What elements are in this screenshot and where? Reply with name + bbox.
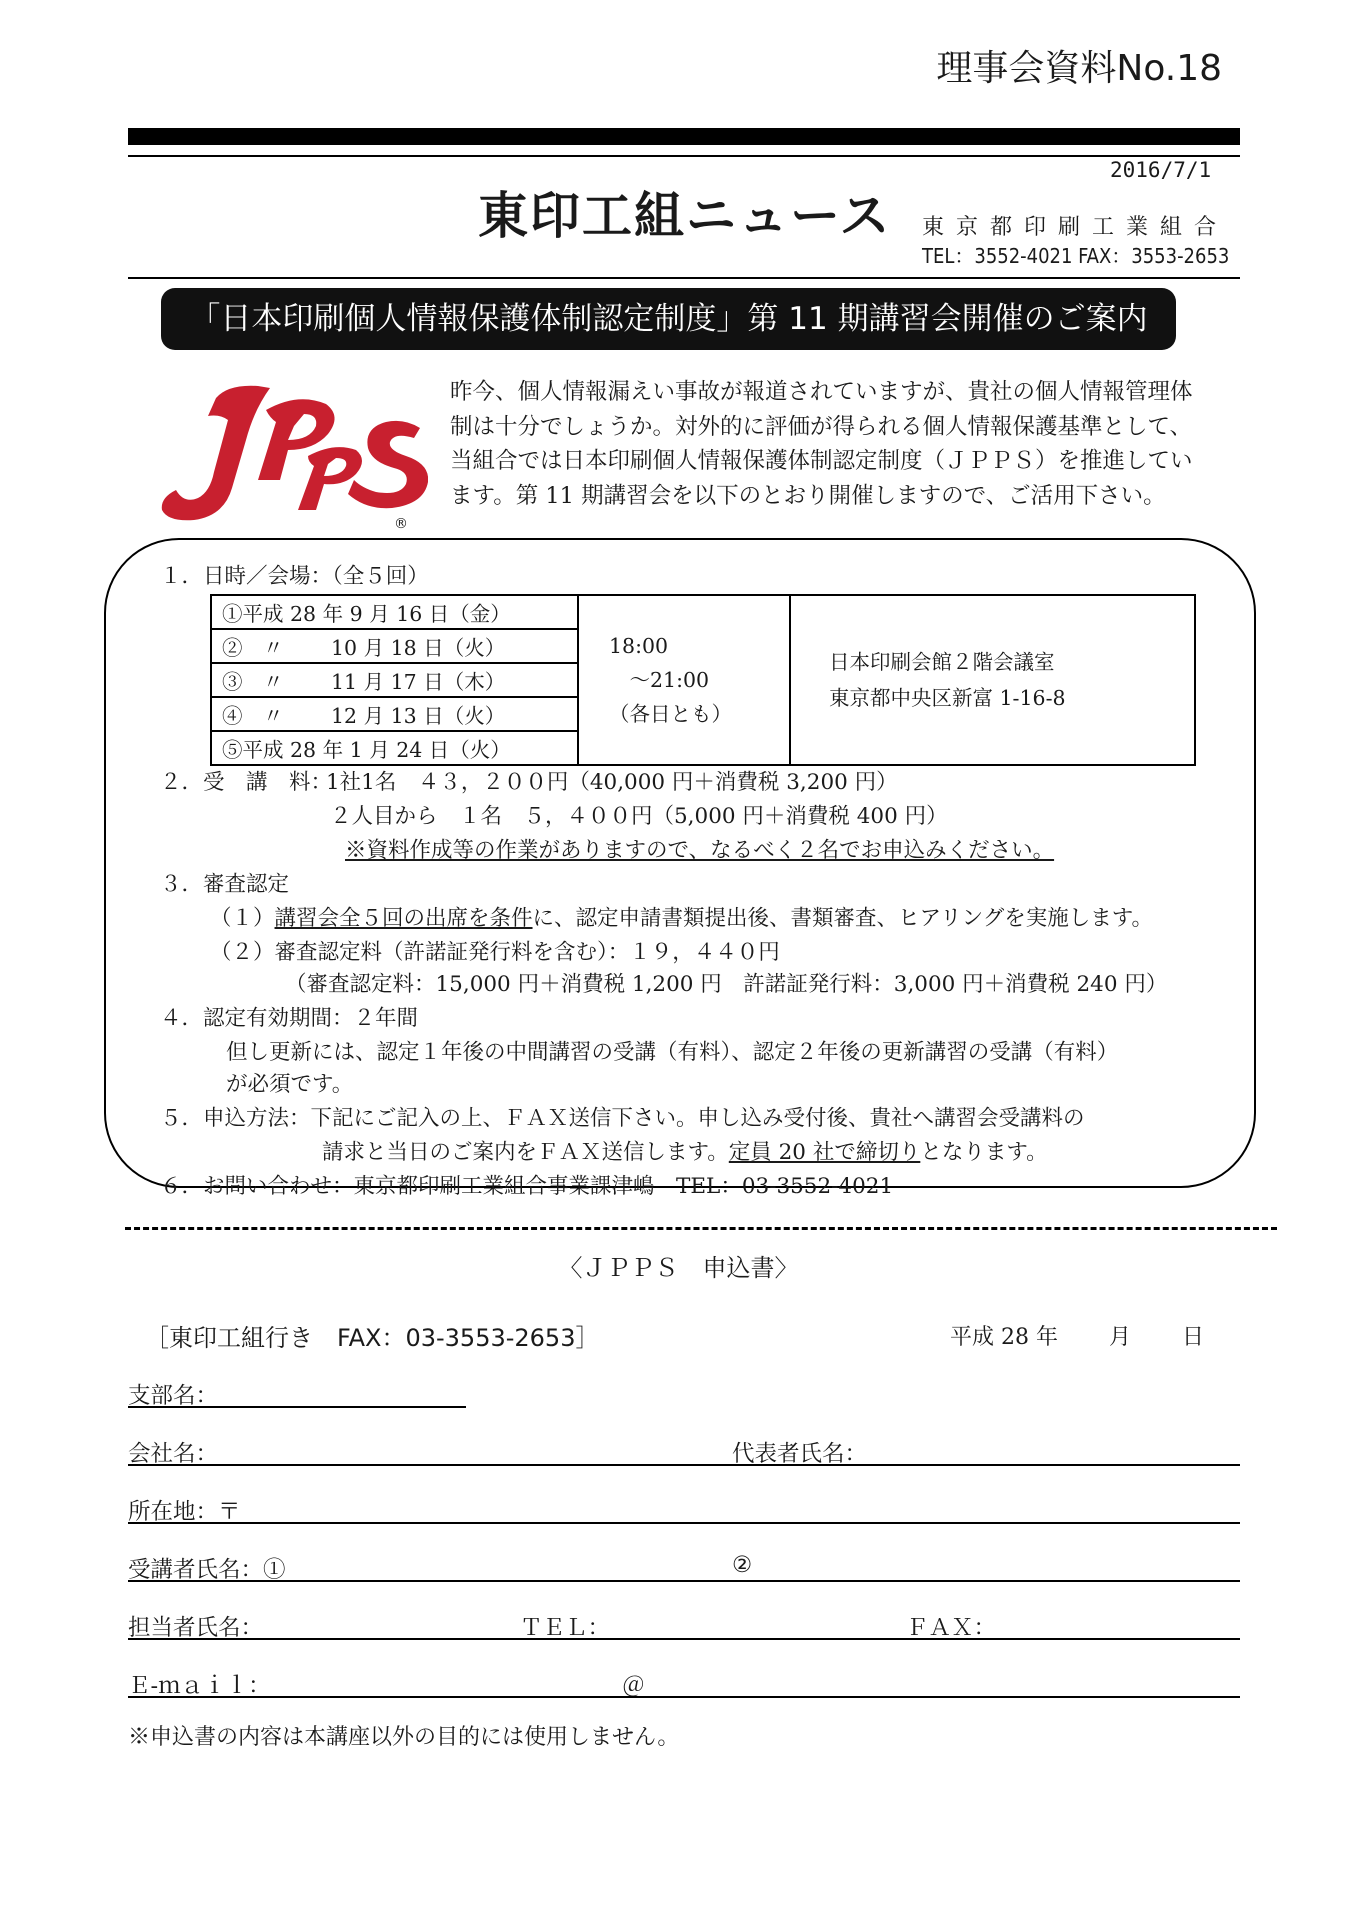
schedule-date: ④ 〃 12 月 13 日（火） bbox=[211, 697, 578, 731]
intro-line: ます。第 11 期講習会を以下のとおり開催しますので、ご活用下さい。 bbox=[450, 482, 1166, 509]
application-text-2 bbox=[322, 1138, 1048, 1168]
schedule-date: ⑤平成 28 年 1 月 24 日（火） bbox=[211, 731, 578, 765]
form-date: 平成 28 年 月 日 bbox=[950, 1325, 1204, 1350]
branch-field[interactable] bbox=[128, 1406, 466, 1408]
section-5-label: ５．申込方法： bbox=[160, 1106, 311, 1131]
capacity-limit: 定員 20 社で締切り bbox=[728, 1140, 921, 1165]
section-2-heading: ２．受 講 料： bbox=[160, 770, 333, 795]
section-3-heading: ３．審査認定 bbox=[160, 872, 290, 897]
review-item-1-num: （１） bbox=[210, 906, 275, 931]
table-row bbox=[211, 595, 1195, 629]
renewal-note-1: 但し更新には、認定１年後の中間講習の受講（有料）、認定２年後の更新講習の受講（有料） bbox=[226, 1040, 1119, 1065]
schedule-venue bbox=[790, 595, 1195, 765]
time-start: 18:00 bbox=[609, 634, 669, 658]
org-name: 東京都印刷工業組合 bbox=[922, 215, 1229, 240]
fax-label: ＦＡＸ： bbox=[906, 1615, 997, 1641]
at-sign: ＠ bbox=[622, 1673, 645, 1699]
section-6-heading bbox=[160, 1172, 893, 1202]
review-item-2: （２）審査認定料（許諾証発行料を含む）：１９，４４０円 bbox=[210, 940, 780, 965]
address-label: 所在地：〒 bbox=[128, 1499, 241, 1525]
fee-line-2: ２人目から １名 ５，４００円（5,000 円＋消費税 400 円） bbox=[330, 804, 948, 829]
schedule-date: ③ 〃 11 月 17 日（木） bbox=[211, 663, 578, 697]
jpps-logo-mark bbox=[162, 386, 428, 521]
cut-line bbox=[125, 1227, 1277, 1230]
review-item-1-condition: 講習会全５回の出席を条件 bbox=[274, 906, 533, 931]
registered-mark: ® bbox=[394, 516, 408, 530]
branch-label: 支部名： bbox=[128, 1383, 219, 1409]
fax-destination: ［東印工組行き FAX：03-3553-2653］ bbox=[145, 1324, 600, 1352]
email-field[interactable] bbox=[128, 1696, 1240, 1698]
schedule-table bbox=[210, 594, 1196, 766]
time-note: （各日とも） bbox=[609, 702, 732, 726]
attendee-field[interactable] bbox=[128, 1580, 1240, 1582]
application-text-1: 下記にご記入の上、ＦＡＸ送信下さい。申し込み受付後、貴社へ講習会受講料の bbox=[310, 1106, 1085, 1131]
schedule-date: ①平成 28 年 9 月 16 日（金） bbox=[211, 595, 578, 629]
email-label: Ｅ-ｍａｉｌ： bbox=[128, 1673, 271, 1699]
privacy-note: ※申込書の内容は本講座以外の目的には使用しません。 bbox=[128, 1725, 680, 1750]
validity-period: ２年間 bbox=[353, 1006, 419, 1031]
section-4-heading bbox=[160, 1004, 418, 1034]
representative-label: 代表者氏名： bbox=[732, 1441, 868, 1467]
jpps-logo bbox=[158, 370, 428, 530]
address-field[interactable] bbox=[128, 1522, 1240, 1524]
application-text-2-post: となります。 bbox=[920, 1140, 1048, 1165]
intro-line: 制は十分でしょうか。対外的に評価が得られる個人情報保護基準として、 bbox=[450, 413, 1193, 440]
intro-paragraph bbox=[450, 375, 1240, 513]
section-6-label: ６．お問い合わせ： bbox=[160, 1174, 354, 1199]
announcement-banner: 「日本印刷個人情報保護体制認定制度」第 11 期講習会開催のご案内 bbox=[161, 288, 1176, 350]
header-thin-rule bbox=[128, 155, 1240, 157]
venue-name: 日本印刷会館２階会議室 bbox=[829, 650, 1055, 674]
schedule-date: ② 〃 10 月 18 日（火） bbox=[211, 629, 578, 663]
application-text-2-pre: 請求と当日のご案内をＦＡＸ送信します。 bbox=[322, 1140, 729, 1165]
form-title: 〈ＪＰＰＳ 申込書〉 bbox=[558, 1254, 799, 1282]
contact-field[interactable] bbox=[128, 1638, 1240, 1640]
time-end: ～21:00 bbox=[609, 668, 710, 692]
schedule-time bbox=[578, 595, 790, 765]
document-label: 理事会資料No.18 bbox=[936, 48, 1222, 89]
review-item-1-text: に、認定申請書類提出後、書類審査、ヒアリングを実施します。 bbox=[532, 906, 1154, 931]
fee-note: ※資料作成等の作業がありますので、なるべく２名でお申込みください。 bbox=[345, 838, 1055, 863]
attendee-2-label: ② bbox=[732, 1552, 753, 1578]
tel-label: ＴＥＬ： bbox=[520, 1615, 611, 1641]
attendee-label: 受講者氏名：① bbox=[128, 1557, 286, 1583]
review-item-1 bbox=[210, 904, 1153, 934]
venue-address: 東京都中央区新富 1-16-8 bbox=[829, 686, 1066, 710]
header-thick-rule bbox=[128, 128, 1240, 145]
review-fee-breakdown: （審査認定料：15,000 円＋消費税 1,200 円 許諾証発行料：3,000 円＋消費税 240 円） bbox=[285, 972, 1168, 997]
issue-date: 2016/7/1 bbox=[1110, 158, 1212, 182]
section-5-heading bbox=[160, 1104, 1085, 1134]
renewal-note-2: が必須です。 bbox=[226, 1072, 354, 1097]
header-bottom-rule bbox=[128, 277, 1240, 279]
intro-line: 昨今、個人情報漏えい事故が報道されていますが、貴社の個人情報管理体 bbox=[450, 379, 1193, 405]
org-contact: TEL：3552-4021 FAX：3553-2653 bbox=[922, 244, 1230, 268]
company-label: 会社名： bbox=[128, 1441, 219, 1467]
inquiry-contact: 東京都印刷工業組合事業課津嶋 TEL：03-3552-4021 bbox=[353, 1174, 894, 1199]
company-field[interactable] bbox=[128, 1464, 1240, 1466]
section-4-label: ４．認定有効期間： bbox=[160, 1006, 354, 1031]
fee-line-1: 1社1名 ４３，２００円（40,000 円＋消費税 3,200 円） bbox=[326, 770, 898, 795]
contact-person-label: 担当者氏名： bbox=[128, 1615, 264, 1641]
intro-line: 当組合では日本印刷個人情報保護体制認定制度（ＪＰＰＳ）を推進してい bbox=[450, 448, 1193, 474]
newsletter-title: 東印工組ニュース bbox=[478, 187, 892, 245]
section-1-heading: １．日時／会場：（全５回） bbox=[160, 564, 429, 589]
